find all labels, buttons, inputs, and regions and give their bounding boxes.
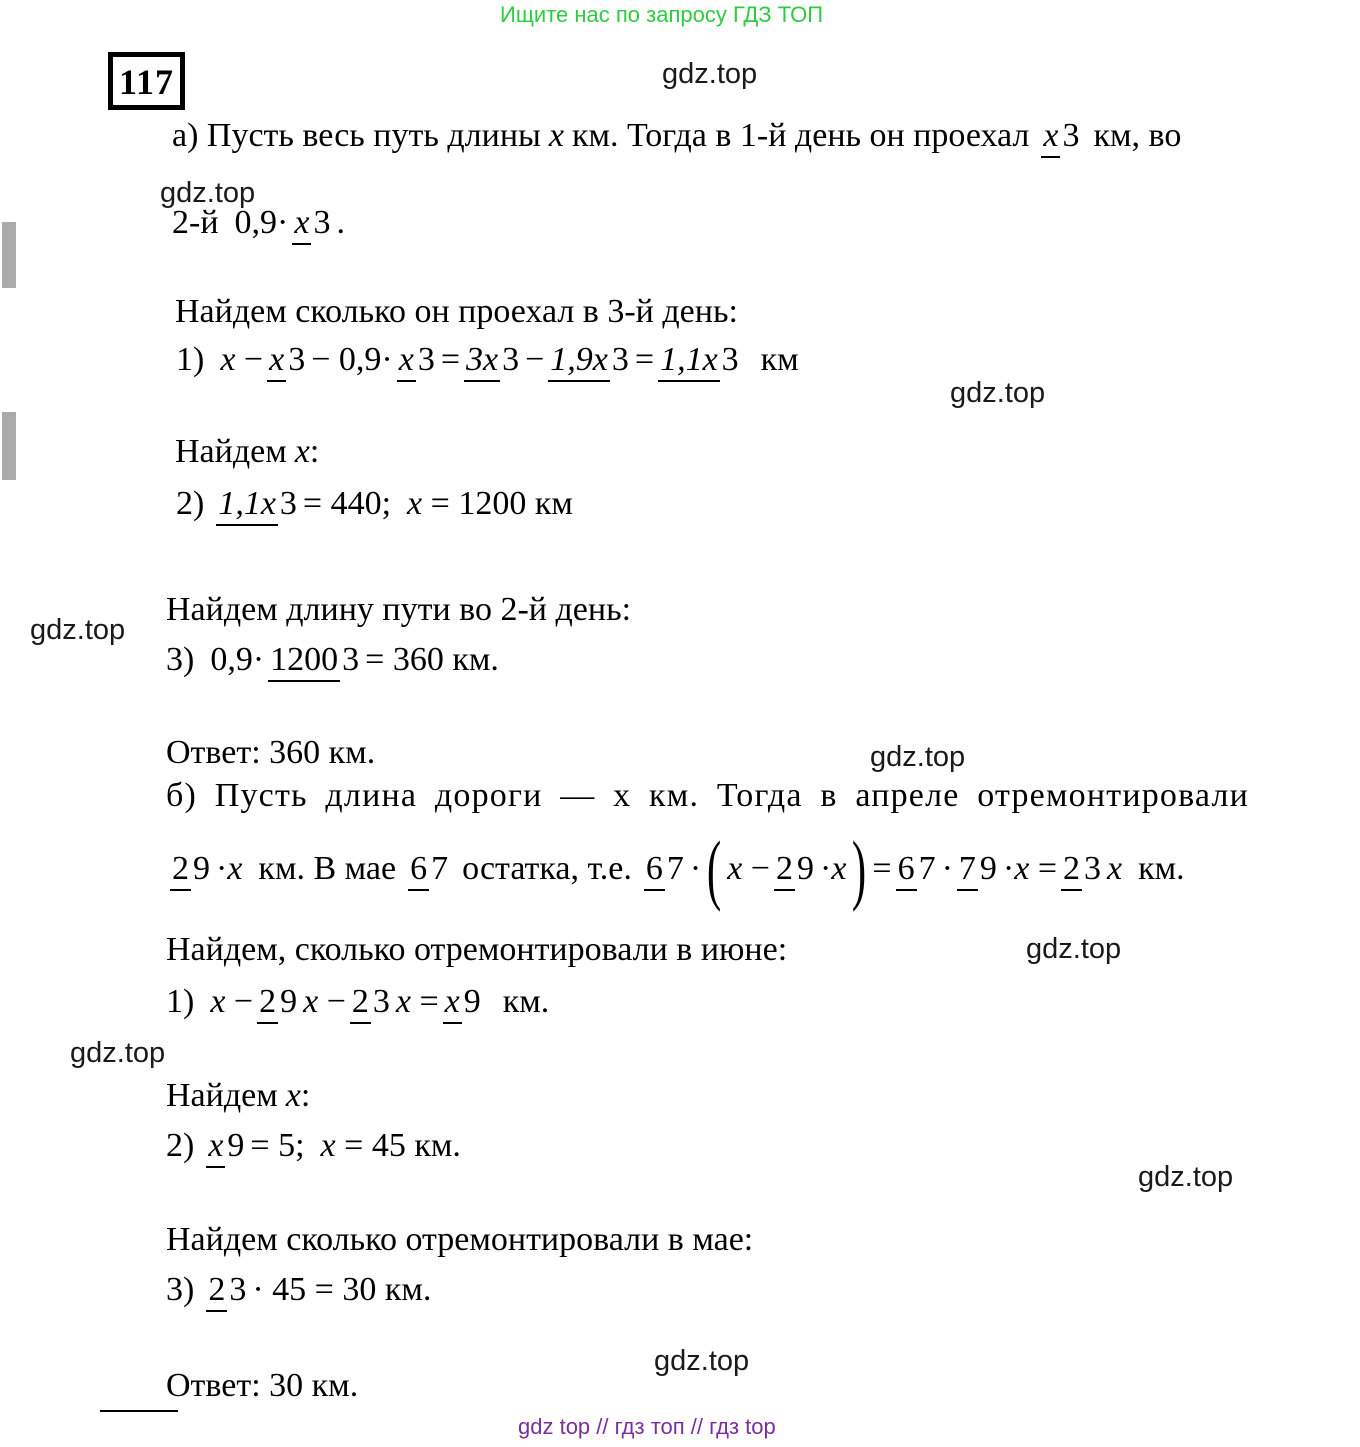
watermark: gdz.top [950,377,1046,409]
watermark: gdz.top [160,177,256,209]
scan-mark [2,222,16,288]
part-b-find-may: Найдем сколько отремонтировали в мае: [166,1221,754,1258]
part-b-step1: 1) x − 2 9 x − 2 3 x = x 9 км. [166,982,549,1022]
part-a-find-day3: Найдем сколько он проехал в 3-й день: [175,293,738,330]
scan-mark [2,412,16,480]
bottom-banner[interactable]: gdz top // гдз топ // гдз top [518,1414,776,1439]
watermark: gdz.top [1026,933,1122,965]
part-a-day2: 2-й 0,9 · x 3 . [172,203,345,243]
watermark: gdz.top [1138,1161,1234,1193]
part-a-step1: 1) x − x 3 − 0,9 · x 3 = 3x 3 − 1,9x 3 = 1,1x 3 км [176,340,799,380]
part-a-intro: а) Пусть весь путь длины x км. Тогда в 1-й день он проехал x 3 км, во [172,116,1181,156]
watermark: gdz.top [654,1345,750,1377]
part-a-answer: Ответ: 360 км. [166,734,376,771]
top-banner[interactable]: Ищите нас по запросу ГДЗ ТОП [500,2,824,27]
part-b-step2: 2) x 9 = 5; x = 45 км. [166,1126,461,1166]
task-number: 117 [108,52,185,110]
part-b-find-june: Найдем, сколько отремонтировали в июне: [166,931,788,968]
part-a-find-day2: Найдем длину пути во 2-й день: [166,591,632,628]
watermark: gdz.top [30,614,126,646]
part-a-step3: 3) 0,9 · 1200 3 = 360 км. [166,640,499,680]
footnote-rule [100,1410,178,1412]
part-b-find-x: Найдем x : [166,1077,311,1114]
part-b-intro: б) Пусть длина дороги — x км. Тогда в апреле отремонтировали [166,777,1250,814]
part-b-answer: Ответ: 30 км. [166,1367,359,1404]
part-b-line2: 2 9 · x км. В мае 6 7 остатка, т.е. 6 7 · ( x − 2 9 · x ) = 6 7 · 7 9 · x = 2 3 x км. [172,825,1185,912]
part-a-step2: 2) 1,1x 3 = 440; x = 1200 км [176,484,573,524]
watermark: gdz.top [870,741,966,773]
watermark: gdz.top [70,1037,166,1069]
part-b-step3: 3) 2 3 · 45 = 30 км. [166,1270,431,1310]
watermark: gdz.top [662,58,758,90]
part-a-find-x: Найдем x : [175,433,320,470]
